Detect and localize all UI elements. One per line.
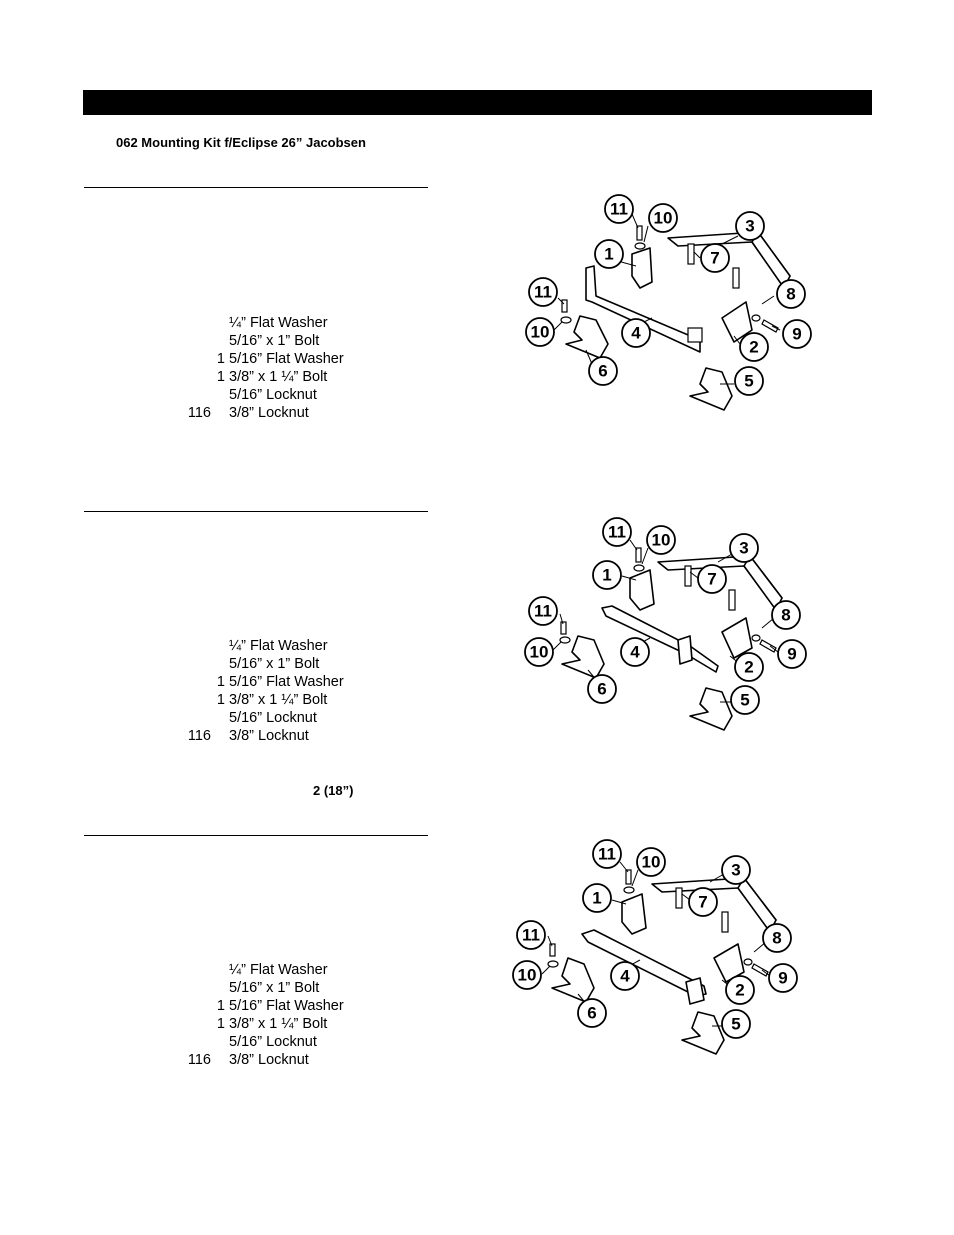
svg-text:10: 10 (653, 208, 673, 228)
callout-5 (722, 1010, 750, 1038)
callout-9 (769, 964, 797, 992)
svg-text:4: 4 (620, 966, 630, 986)
svg-text:11: 11 (610, 199, 628, 219)
svg-text:11: 11 (598, 844, 616, 864)
svg-text:7: 7 (707, 569, 717, 589)
svg-text:11: 11 (522, 925, 540, 945)
svg-text:5: 5 (731, 1014, 741, 1034)
callout-10b (513, 961, 541, 989)
svg-text:8: 8 (786, 284, 796, 304)
svg-text:2: 2 (735, 980, 745, 1000)
svg-text:11: 11 (534, 601, 552, 621)
hook-part (682, 1012, 724, 1054)
callout-4 (611, 962, 639, 990)
spring (676, 888, 682, 908)
svg-text:10: 10 (530, 322, 550, 342)
callout-7 (689, 888, 717, 916)
svg-text:10: 10 (517, 965, 537, 985)
callout-6 (578, 999, 606, 1027)
svg-text:4: 4 (631, 323, 641, 343)
callout-2 (726, 976, 754, 1004)
callout-8 (763, 924, 791, 952)
svg-text:5: 5 (744, 371, 754, 391)
svg-text:10: 10 (641, 852, 661, 872)
svg-text:9: 9 (778, 968, 788, 988)
svg-text:10: 10 (529, 642, 549, 662)
bolt (626, 870, 631, 884)
bolt (550, 944, 555, 956)
frame-arm (738, 878, 776, 932)
svg-text:8: 8 (772, 928, 782, 948)
svg-text:9: 9 (787, 644, 797, 664)
svg-text:2: 2 (749, 337, 759, 357)
callout-3 (722, 856, 750, 884)
svg-text:7: 7 (710, 248, 720, 268)
callout-1 (583, 884, 611, 912)
svg-text:4: 4 (630, 642, 640, 662)
svg-text:6: 6 (587, 1003, 597, 1023)
bracket-part (622, 894, 646, 934)
svg-text:6: 6 (598, 361, 608, 381)
svg-text:1: 1 (592, 888, 602, 908)
svg-text:1: 1 (602, 565, 612, 585)
callout-11b (517, 921, 545, 949)
svg-text:6: 6 (597, 679, 607, 699)
callout-10 (637, 848, 665, 876)
svg-text:2: 2 (744, 657, 754, 677)
washer (624, 887, 634, 893)
svg-text:10: 10 (651, 530, 671, 550)
svg-text:11: 11 (608, 522, 626, 542)
svg-text:5: 5 (740, 690, 750, 710)
svg-text:3: 3 (739, 538, 749, 558)
kit-title: 062 Mounting Kit f/Eclipse 26” Jacobsen (116, 135, 366, 150)
rod-end (686, 978, 704, 1004)
svg-text:11: 11 (534, 282, 552, 302)
svg-text:8: 8 (781, 605, 791, 625)
svg-text:3: 3 (745, 216, 755, 236)
svg-text:9: 9 (792, 324, 802, 344)
callout-11 (593, 840, 621, 868)
bolt (752, 964, 768, 976)
section-note: 2 (18”) (313, 783, 354, 798)
svg-text:3: 3 (731, 860, 741, 880)
svg-text:7: 7 (698, 892, 708, 912)
spring (722, 912, 728, 932)
svg-text:1: 1 (604, 244, 614, 264)
washer (744, 959, 752, 965)
